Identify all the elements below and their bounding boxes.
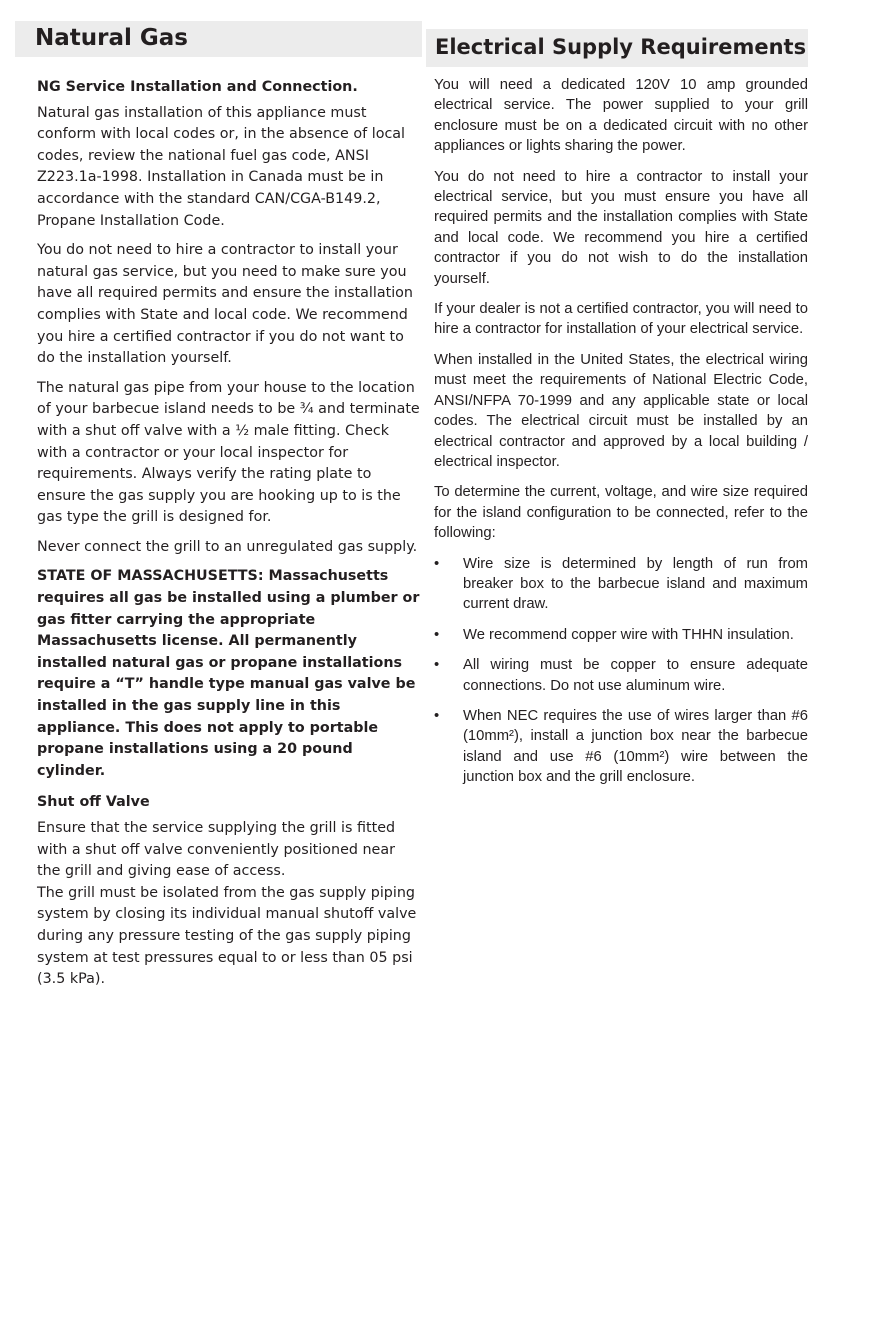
- elec-paragraph-service: You will need a dedicated 120V 10 amp grounded electrical service. The power supplied to your grill enclosure must be on a dedicated circuit with no other appliances or lights sharing the power.: [434, 77, 808, 155]
- natural-gas-body: [15, 57, 422, 991]
- ng-paragraph-codes: Natural gas installation of this appliance must conform with local codes or, in the absence of local codes, review the national fuel gas code, ANSI Z223.1a-1998. Installation in Canada must be in accordance with the standard CAN/CGA-B149.2, Propane Installation Code.: [37, 104, 406, 229]
- elec-paragraph-dealer: If your dealer is not a certified contractor, you will need to hire a contractor for installation of your electrical service.: [434, 301, 808, 338]
- bullet-icon: •: [434, 707, 440, 724]
- bullet-icon: •: [434, 555, 440, 572]
- electrical-heading: Electrical Supply Requirements: [426, 29, 808, 67]
- list-item: [434, 706, 808, 788]
- bullet-icon: •: [434, 626, 440, 643]
- ng-paragraph-contractor: You do not need to hire a contractor to install your natural gas service, but you need to make sure you have all required permits and ensure the installation complies with State and local code. We recommend you hire a certified contractor if you do not want to do the installation yourself.: [37, 242, 413, 367]
- wire-requirements-list: [434, 554, 808, 788]
- ng-paragraph-pipe: The natural gas pipe from your house to the location of your barbecue island needs to be ¾ and terminate with a shut off valve with a ½ male fitting. Check with a contractor or your local inspector for requirements. Always verify the rating plate to ensure the gas supply you are hooking up to is the gas type the grill is designed for.: [37, 379, 420, 526]
- list-item-text: We recommend copper wire with THHN insulation.: [463, 626, 794, 643]
- list-item: [434, 625, 808, 645]
- list-item-text: When NEC requires the use of wires larger than #6 (10mm²), install a junction box near the barbecue island and use #6 (10mm²) wire between the junction box and the grill enclosure.: [463, 707, 808, 786]
- list-item: [434, 554, 808, 615]
- list-item: [434, 655, 808, 696]
- electrical-body: [426, 67, 808, 788]
- ng-service-subheading: NG Service Installation and Connection.: [37, 79, 358, 95]
- list-item-text: All wiring must be copper to ensure adequate connections. Do not use aluminum wire.: [463, 657, 808, 694]
- elec-paragraph-codes: When installed in the United States, the electrical wiring must meet the requirements of National Electric Code, ANSI/NFPA 70-1999 and any applicable state or local codes. The electrical circuit must be installed by an electrical contractor and approved by a local building / electrical inspector.: [434, 351, 808, 470]
- shutoff-paragraph-access: Ensure that the service supplying the grill is fitted with a shut off valve conveniently positioned near the grill and giving ease of access.: [37, 820, 396, 880]
- elec-paragraph-determine: To determine the current, voltage, and wire size required for the island configuration to be connected, refer to the following:: [434, 484, 808, 542]
- massachusetts-notice: STATE OF MASSACHUSETTS: Massachusetts requires all gas be installed using a plumber or gas fitter carrying the appropriate Massachusetts license. All permanently installed natural gas or propane installations require a “T” handle type manual gas valve be installed in the gas supply line in this appliance. This does not apply to portable propane installations using a 20 pound cylinder.: [37, 568, 420, 779]
- natural-gas-heading: Natural Gas: [15, 21, 422, 57]
- ng-paragraph-unregulated: Never connect the grill to an unregulated gas supply.: [37, 538, 418, 555]
- list-item-text: Wire size is determined by length of run from breaker box to the barbecue island and maximum current draw.: [463, 555, 808, 613]
- shutoff-valve-subheading: Shut off Valve: [37, 794, 150, 811]
- elec-paragraph-contractor: You do not need to hire a contractor to install your electrical service, but you must ensure you have all required permits and the installation complies with State and local code. We recommend you hire a certified contractor if you do not wish to do the installation yourself.: [434, 168, 808, 287]
- natural-gas-column: [15, 21, 422, 999]
- bullet-icon: •: [434, 657, 440, 674]
- shutoff-paragraph-testing: The grill must be isolated from the gas supply piping system by closing its individual manual shutoff valve during any pressure testing of the gas supply piping system at test pressures equal to or less than 05 psi (3.5 kPa).: [37, 884, 417, 988]
- electrical-column: [426, 29, 808, 798]
